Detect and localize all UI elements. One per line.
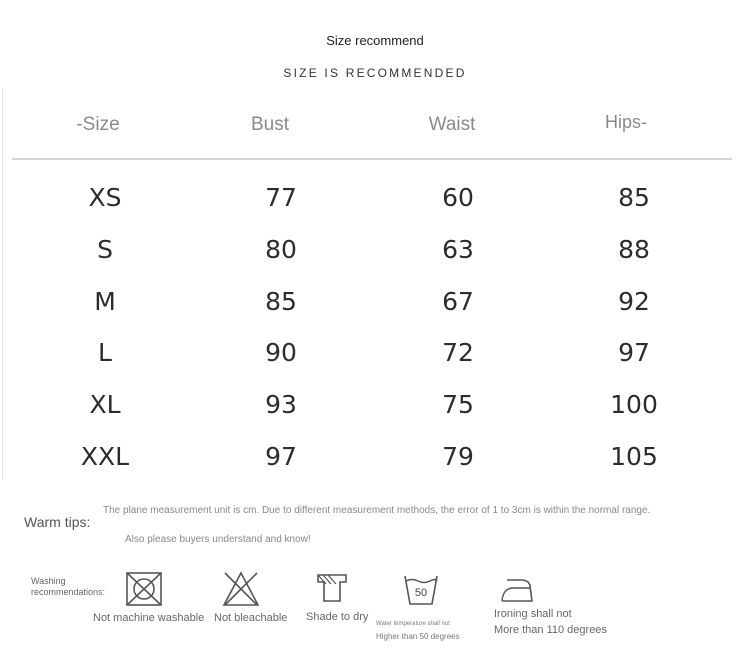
waist-cell: 60 xyxy=(442,183,474,212)
size-cell: M xyxy=(94,287,116,316)
wash-temp-value: 50 xyxy=(414,587,428,599)
hips-cell: 97 xyxy=(618,338,650,367)
bust-cell: 85 xyxy=(265,287,297,316)
size-cell: S xyxy=(97,235,113,264)
header-divider xyxy=(12,158,732,160)
care-caption-shade-dry: Shade to dry xyxy=(306,611,369,623)
bust-cell: 90 xyxy=(265,338,297,367)
bust-cell: 97 xyxy=(265,442,297,471)
waist-cell: 79 xyxy=(442,442,474,471)
hips-cell: 100 xyxy=(610,390,658,419)
table-row xyxy=(0,172,750,224)
waist-cell: 63 xyxy=(442,235,474,264)
warm-tips-label: Warm tips: xyxy=(24,514,91,530)
care-caption-machine-wash: Not machine washable xyxy=(93,612,205,624)
warm-tips-text: The plane measurement unit is cm. Due to different measurement methods, the error of 1 to 3cm is within the normal range. xyxy=(103,505,651,516)
column-header-waist: Waist xyxy=(428,114,476,135)
no-machine-wash-icon xyxy=(124,570,164,613)
wash-temp-50-icon xyxy=(402,572,440,613)
column-header-bust: Bust xyxy=(250,114,290,135)
page-title: Size recommend xyxy=(326,33,424,48)
hips-cell: 88 xyxy=(618,235,650,264)
size-cell: XXL xyxy=(80,442,130,471)
hips-cell: 105 xyxy=(610,442,658,471)
size-cell: XL xyxy=(89,390,121,419)
care-caption-temp-line2: Higher than 50 degrees xyxy=(376,632,460,641)
care-caption-bleach: Not bleachable xyxy=(214,612,288,624)
no-bleach-icon xyxy=(221,570,261,613)
table-row xyxy=(0,276,750,328)
waist-cell: 67 xyxy=(442,287,474,316)
table-row xyxy=(0,379,750,431)
page-subtitle: SIZE IS RECOMMENDED xyxy=(283,66,467,80)
table-row xyxy=(0,431,750,483)
hips-cell: 92 xyxy=(618,287,650,316)
column-header-hips: Hips- xyxy=(604,112,647,132)
iron-icon xyxy=(497,574,537,609)
bust-cell: 77 xyxy=(265,183,297,212)
waist-cell: 72 xyxy=(442,338,474,367)
bust-cell: 93 xyxy=(265,390,297,419)
care-caption-iron-line1: Ironing shall not xyxy=(494,608,572,620)
hips-cell: 85 xyxy=(618,183,650,212)
table-row xyxy=(0,224,750,276)
shade-dry-icon xyxy=(314,572,350,609)
care-caption-iron-line2: More than 110 degrees xyxy=(494,624,607,636)
table-row xyxy=(0,327,750,379)
size-cell: XS xyxy=(88,183,122,212)
bust-cell: 80 xyxy=(265,235,297,264)
washing-recommendations-label: Washing recommendations: xyxy=(31,576,106,597)
care-caption-temp-line1: Water temperature shall not xyxy=(376,621,450,627)
column-header-size: -Size xyxy=(76,114,120,135)
warm-tips-note: Also please buyers understand and know! xyxy=(125,534,311,545)
size-cell: L xyxy=(98,338,112,367)
waist-cell: 75 xyxy=(442,390,474,419)
